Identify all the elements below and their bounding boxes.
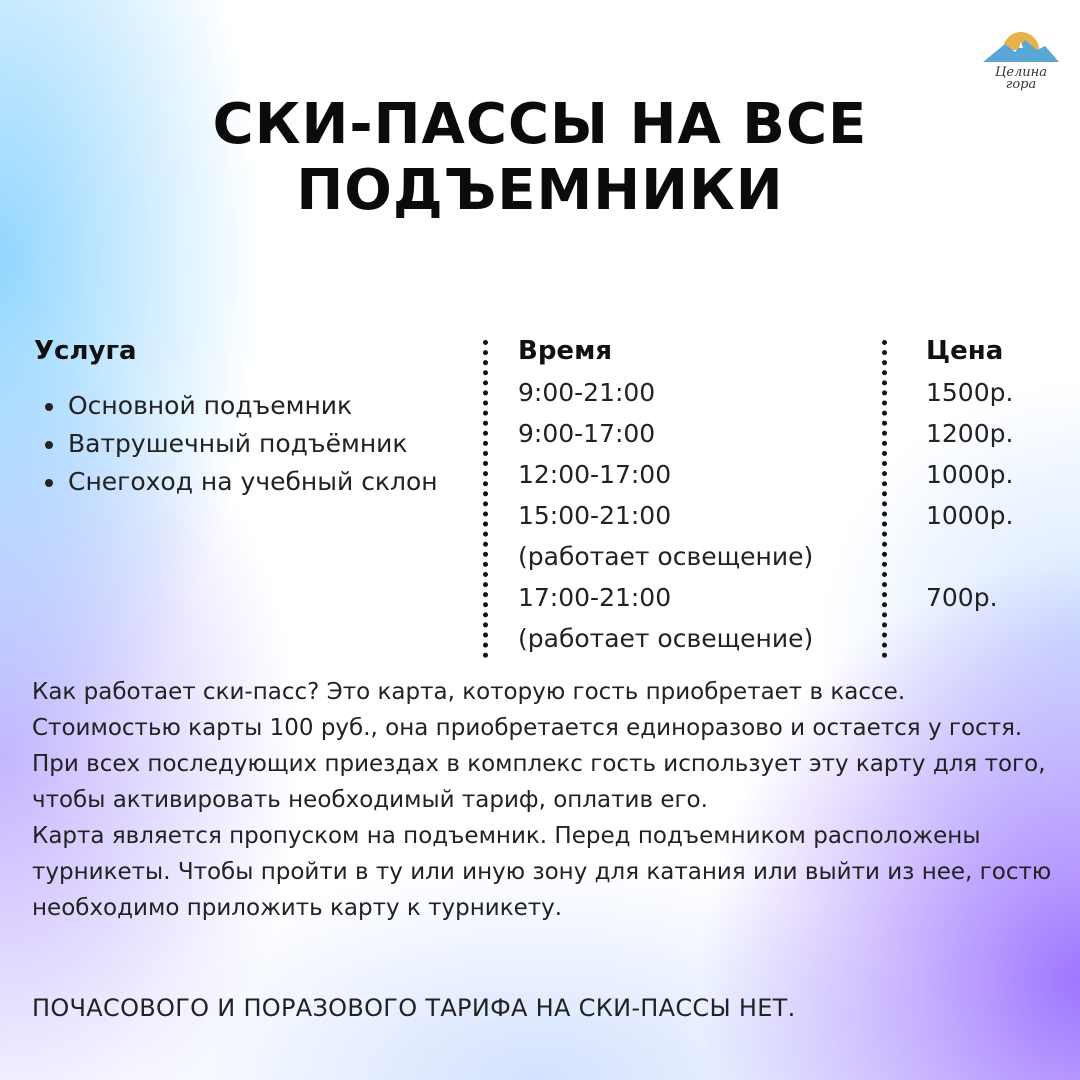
tariff-note: ПОЧАСОВОГО И ПОРАЗОВОГО ТАРИФА НА СКИ-ПАССЫ НЕТ. (32, 994, 796, 1022)
price-cell: 700р. (926, 583, 998, 612)
time-column (518, 372, 878, 659)
price-cell: 1000р. (926, 501, 1014, 530)
time-note: (работает освещение) (518, 624, 814, 653)
brand-logo (975, 12, 1067, 104)
title-line-1: СКИ-ПАССЫ НА ВСЕ (212, 92, 868, 157)
title-line-2: ПОДЪЕМНИКИ (296, 158, 784, 223)
skipass-info (32, 674, 1052, 926)
page-title (0, 92, 1080, 224)
logo-line-2: гора (1005, 77, 1037, 92)
column-divider (483, 340, 488, 658)
time-cell: 15:00-21:00 (518, 501, 672, 530)
service-item: Ватрушечный подъёмник (36, 425, 466, 463)
price-column-header: Цена (926, 336, 1004, 366)
column-divider (882, 340, 887, 658)
service-item: Снегоход на учебный склон (36, 463, 466, 501)
services-list (36, 387, 466, 501)
price-cell: 1500р. (926, 378, 1014, 407)
price-cell: 1200р. (926, 419, 1014, 448)
time-cell: 9:00-17:00 (518, 419, 656, 448)
info-paragraph: Как работает ски-пасс? Это карта, которую гость приобретает в кассе. Стоимостью карты 100 руб., она приобретается единоразово и остается у гостя. При всех последующих приездах в комплекс гость использует эту карту для того, чтобы активировать необходимый тариф, оплатив его. (32, 679, 1046, 813)
info-paragraph: Карта является пропуском на подъемник. Перед подъемником расположены турникеты. Чтобы пройти в ту или иную зону для катания или выйти из нее, гостю необходимо приложить карту к турникету. (32, 823, 1052, 921)
price-cell: 1000р. (926, 460, 1014, 489)
logo-wordmark (975, 67, 1067, 91)
price-column (926, 372, 1066, 618)
time-cell: 12:00-17:00 (518, 460, 672, 489)
logo-line-1: Целина (995, 65, 1047, 80)
time-column-header: Время (518, 336, 613, 366)
time-cell: 9:00-21:00 (518, 378, 656, 407)
service-column-header: Услуга (34, 336, 137, 366)
time-note: (работает освещение) (518, 542, 814, 571)
service-item: Основной подъемник (36, 387, 466, 425)
time-cell: 17:00-21:00 (518, 583, 672, 612)
